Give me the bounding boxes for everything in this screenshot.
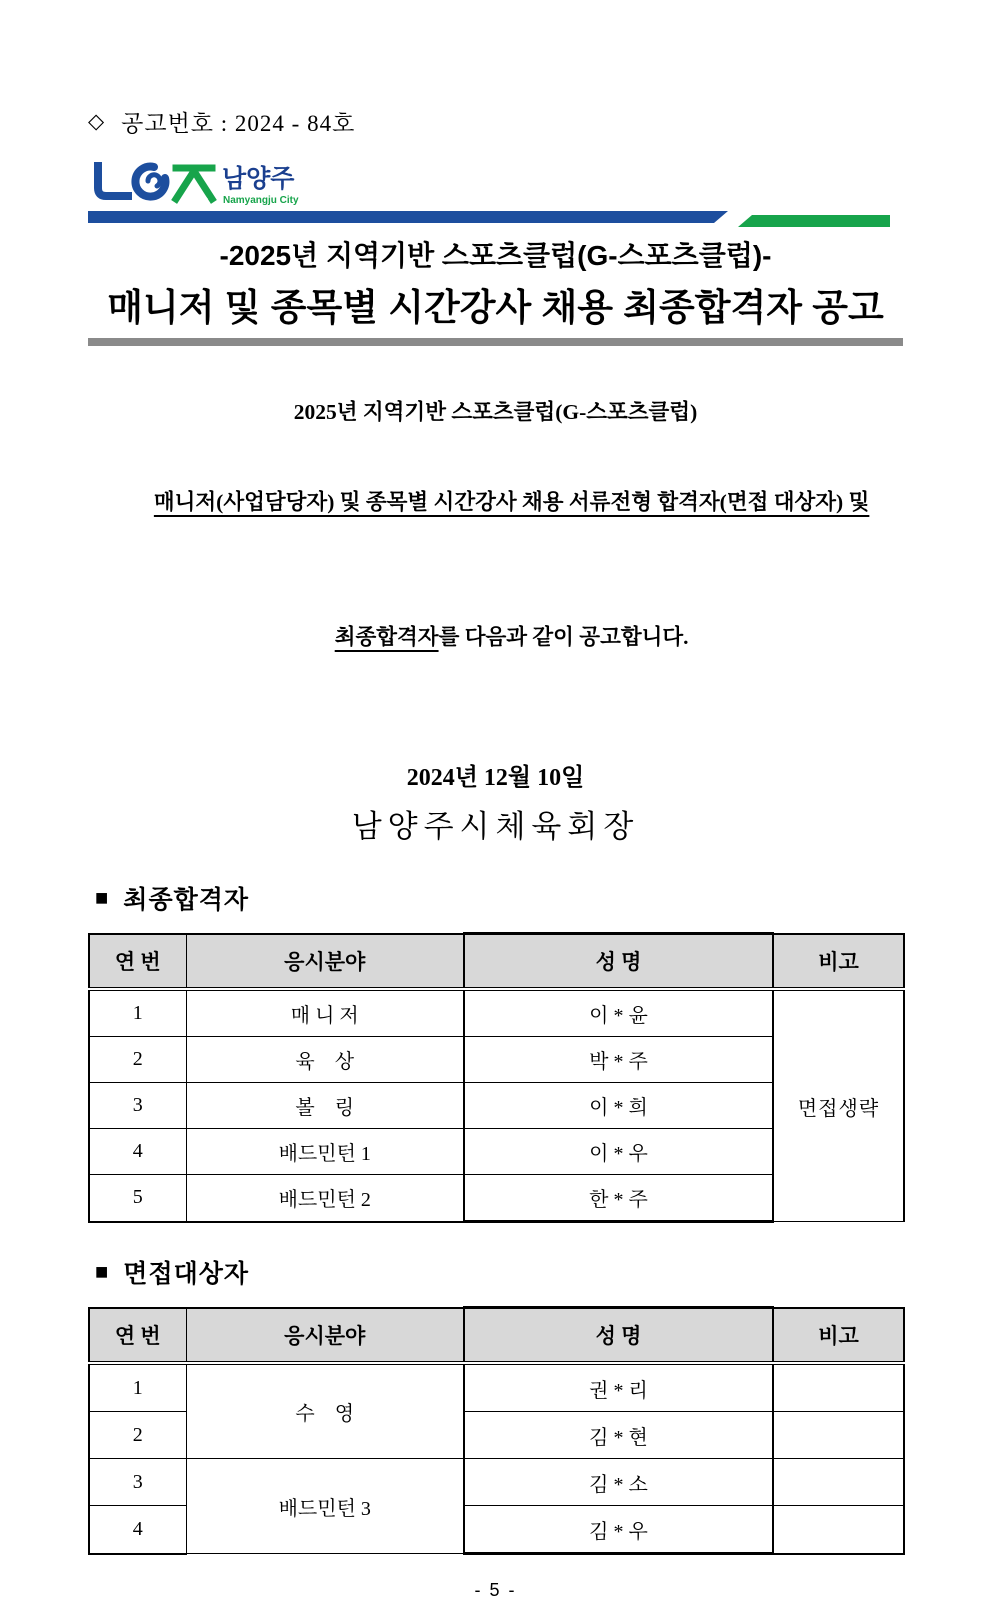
table-row [89,989,904,1037]
header-cell-name: 성 명 [464,1308,773,1364]
cell-no: 1 [89,989,186,1037]
section-title-interview: 면접대상자 [123,1261,250,1288]
cell-name: 박 * 주 [464,1037,773,1083]
cell-note [773,1506,904,1554]
intro-paragraph [88,390,903,705]
section-heading-final [95,880,903,916]
cell-field: 배드민턴 1 [186,1129,464,1175]
cell-name: 김 * 현 [464,1412,773,1459]
cell-field: 볼 링 [186,1083,464,1129]
cell-no: 4 [89,1129,186,1175]
intro-line-3-underlined: 최종합격자 [334,625,439,649]
cell-note [773,1363,904,1412]
cell-field: 육 상 [186,1037,464,1083]
final-candidates-table [88,932,905,1223]
table-header-row [89,934,904,990]
cell-name: 이 * 희 [464,1083,773,1129]
square-marker-icon: ■ [95,1259,110,1284]
issuer-name: 남양주시체육회장 [351,809,640,844]
intro-line-1: 2025년 지역기반 스포츠클럽(G-스포츠클럽) [293,400,698,424]
document-title: 매니저 및 종목별 시간강사 채용 최종합격자 공고 [107,287,884,328]
table-header-row [89,1308,904,1364]
cell-no: 3 [89,1083,186,1129]
green-accent-bar [738,215,890,227]
document-subtitle: -2025년 지역기반 스포츠클럽(G-스포츠클럽)- [219,240,772,271]
cell-name: 이 * 우 [464,1129,773,1175]
cell-field-merged: 배드민턴 3 [186,1459,464,1554]
cell-field: 매 니 저 [186,989,464,1037]
title-divider [88,338,903,346]
announcement-number-line [88,105,903,138]
header-cell-field: 응시분야 [186,934,464,990]
header-cell-field: 응시분야 [186,1308,464,1364]
cell-name: 김 * 우 [464,1506,773,1554]
cell-no: 1 [89,1363,186,1412]
header-cell-name: 성 명 [464,934,773,990]
table-row [89,1363,904,1412]
intro-line-3 [88,570,903,705]
header-cell-no: 연 번 [89,1308,186,1364]
cell-no: 3 [89,1459,186,1506]
intro-line-2 [88,435,903,570]
diamond-marker-icon: ◇ [88,109,106,133]
header-cell-no: 연 번 [89,934,186,990]
page-number: - 5 - [474,1580,517,1600]
cell-field-merged: 수 영 [186,1363,464,1459]
logo-row [88,159,903,209]
namyangju-city-logo-icon [88,159,348,209]
square-marker-icon: ■ [95,885,110,910]
section-title-final: 최종합격자 [123,887,250,914]
table-row [89,1459,904,1506]
section-heading-interview [95,1254,903,1290]
cell-name: 권 * 리 [464,1363,773,1412]
interview-candidates-table [88,1306,905,1555]
header-cell-note: 비고 [773,934,904,990]
cell-no: 2 [89,1037,186,1083]
announcement-date: 2024년 12월 10일 [406,765,585,791]
header-accent-bars [88,211,903,229]
cell-no: 4 [89,1506,186,1554]
blue-accent-bar [88,211,728,223]
intro-line-2-text: 매니저(사업담당자) 및 종목별 시간강사 채용 서류전형 합격자(면접 대상자) 및 [153,490,870,514]
header-cell-note: 비고 [773,1308,904,1364]
announcement-number: 공고번호 : 2024 - 84호 [121,111,356,136]
cell-name: 한 * 주 [464,1175,773,1222]
logo-korean-name: 남양주 [222,165,295,193]
cell-name: 김 * 소 [464,1459,773,1506]
cell-no: 5 [89,1175,186,1222]
cell-note-merged: 면접생략 [773,989,904,1222]
cell-note [773,1412,904,1459]
cell-field: 배드민턴 2 [186,1175,464,1222]
cell-no: 2 [89,1412,186,1459]
cell-name: 이 * 윤 [464,989,773,1037]
cell-note [773,1459,904,1506]
intro-line-3-rest: 를 다음과 같이 공고합니다. [438,625,689,649]
logo-english-name: Namyangju City [223,195,299,206]
